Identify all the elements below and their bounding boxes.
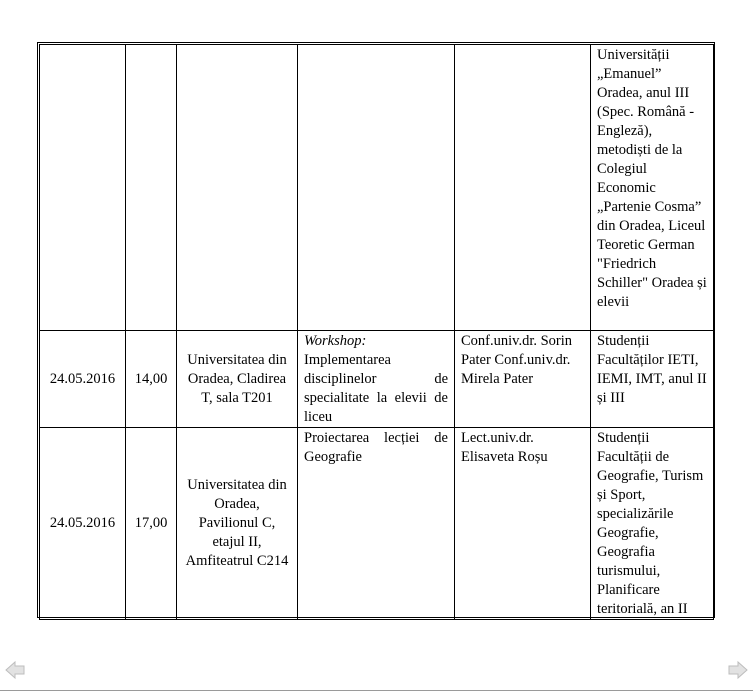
table-row xyxy=(40,331,714,428)
bottom-divider xyxy=(0,690,753,691)
table-row xyxy=(40,428,714,620)
coordinators-cell: Lect.univ.dr. Elisaveta Roșu xyxy=(455,428,591,620)
coordinators-cell: Conf.univ.dr. Sorin Pater Conf.univ.dr. Mirela Pater xyxy=(455,331,591,428)
previous-page-button[interactable] xyxy=(4,659,26,681)
location-cell: Universitatea din Oradea, Pavilionul C, etajul II, Amfiteatrul C214 xyxy=(177,428,298,620)
location-cell: Universitatea din Oradea, Cladirea T, sala T201 xyxy=(177,331,298,428)
participants-cell: Studenții Facultăților IETI, IEMI, IMT, anul II și III xyxy=(591,331,714,428)
arrow-left-icon xyxy=(4,659,26,681)
activity-cell: Proiectarea lecției de Geografie xyxy=(298,428,455,620)
schedule-table xyxy=(39,44,714,620)
time-cell xyxy=(126,45,177,331)
next-page-button[interactable] xyxy=(727,659,749,681)
arrow-right-icon xyxy=(727,659,749,681)
table-row xyxy=(40,45,714,331)
date-cell: 24.05.2016 xyxy=(40,428,126,620)
activity-type-label: Workshop: xyxy=(304,333,367,349)
participants-cell: Universității „Emanuel” Oradea, anul III (Spec. Română - Engleză), metodiști de la Colegiul Economic „Partenie Cosma” din Oradea, Liceul Teoretic German "Friedrich Schiller" Oradea și elevii xyxy=(591,45,714,331)
coordinators-cell xyxy=(455,45,591,331)
activity-cell xyxy=(298,331,455,428)
activity-title: Implementarea disciplinelor de specialitate la elevii de liceu xyxy=(304,352,448,425)
date-cell xyxy=(40,45,126,331)
activity-cell xyxy=(298,45,455,331)
participants-cell: Studenții Facultății de Geografie, Turism și Sport, specializările Geografie, Geografia turismului, Planificare teritorială, an II xyxy=(591,428,714,620)
time-cell: 14,00 xyxy=(126,331,177,428)
location-cell xyxy=(177,45,298,331)
time-cell: 17,00 xyxy=(126,428,177,620)
date-cell: 24.05.2016 xyxy=(40,331,126,428)
schedule-table-frame xyxy=(37,42,715,618)
